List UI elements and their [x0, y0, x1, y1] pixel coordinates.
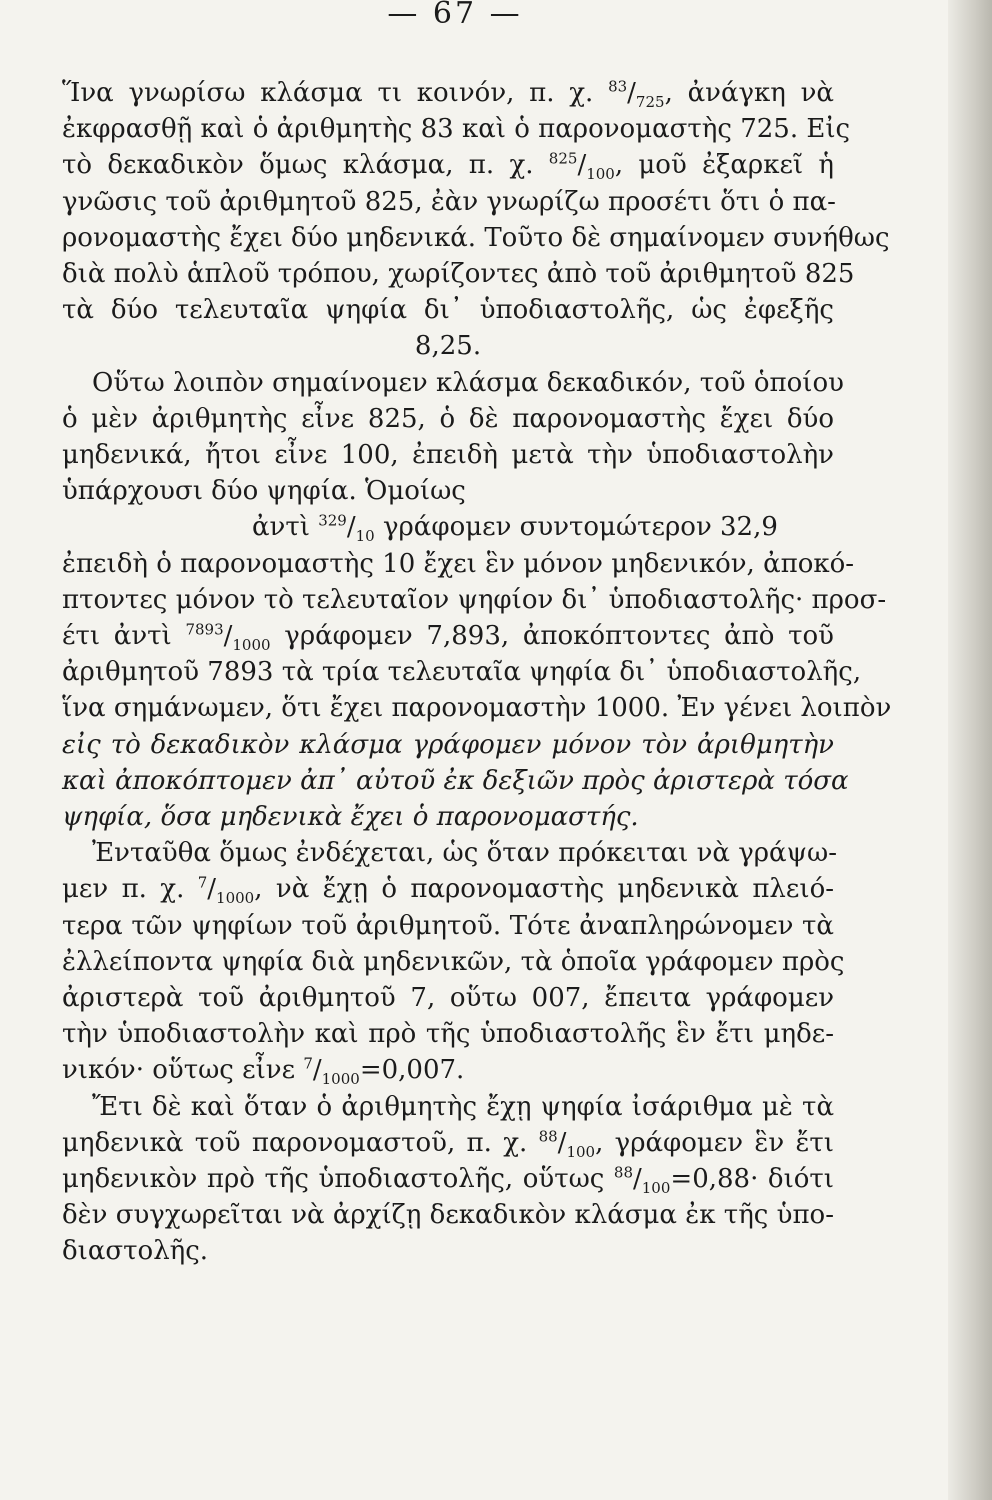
- fraction-numerator: 329: [318, 511, 347, 530]
- fraction-numerator: 83: [608, 77, 628, 96]
- fraction-numerator: 7: [197, 873, 208, 892]
- text-run: /: [577, 150, 587, 181]
- text-line: [62, 293, 834, 327]
- fraction-denominator: 100: [566, 1142, 596, 1161]
- text-run: νικόν· οὕτως εἶνε: [62, 1055, 304, 1086]
- text-run: δὲν συγχωρεῖται νὰ ἀρχίζῃ δεκαδικὸν κλάσμα ἐκ τῆς ὑπο-: [62, 1200, 834, 1231]
- fraction-denominator: 725: [635, 93, 665, 112]
- text-line: [62, 981, 834, 1015]
- text-line: [62, 619, 834, 653]
- text-run: ἐπειδὴ ὁ παρονομαστὴς 10 ἔχει ἓν μόνον μηδενικόν, ἀποκό-: [62, 548, 855, 579]
- text-run: τερα τῶν ψηφίων τοῦ ἀριθμητοῦ. Τότε ἀναπληρώνομεν τὰ: [62, 910, 834, 941]
- text-run: 8,25.: [414, 331, 482, 362]
- text-run: , ἀνάγκη νὰ: [664, 78, 834, 108]
- text-run: γνῶσις τοῦ ἀριθμητοῦ 825, ἐὰν γνωρίζω προσέτι ὅτι ὁ πα-: [62, 186, 836, 217]
- text-line: [62, 329, 834, 363]
- text-run: Ἔτι δὲ καὶ ὅταν ὁ ἀριθμητὴς ἔχῃ ψηφία ἰσάριθμα μὲ τὰ: [92, 1091, 834, 1122]
- fraction-numerator: 88: [538, 1127, 558, 1146]
- italic-text: καὶ ἀποκόπτομεν ἀπ᾽ αὐτοῦ ἐκ δεξιῶν πρὸς ἀριστερὰ τόσα: [62, 765, 849, 796]
- text-run: ἵνα σημάνωμεν, ὅτι ἔχει παρονομαστὴν 1000. Ἐν γένει λοιπὸν: [62, 693, 892, 724]
- text-run: Οὕτω λοιπὸν σημαίνομεν κλάσμα δεκαδικόν, τοῦ ὁποίου: [92, 367, 844, 398]
- text-run: έτι ἀντὶ: [62, 621, 186, 651]
- text-line: [62, 583, 887, 617]
- text-line: [62, 1126, 834, 1160]
- text-run: τὰ δύο τελευταῖα ψηφία δι᾽ ὑποδιαστολῆς, ὡς ἐφεξῆς: [62, 295, 834, 326]
- text-run: , γράφομεν ἓν ἔτι: [595, 1127, 835, 1158]
- text-line: [62, 764, 849, 798]
- text-run: , μοῦ ἐξαρκεῖ ἡ: [614, 150, 834, 181]
- text-run: Ἵνα γνωρίσω κλάσμα τι κοινόν, π. χ.: [62, 78, 609, 108]
- text-run: διαστολῆς.: [62, 1236, 209, 1267]
- text-line: [62, 1234, 834, 1268]
- text-line: [62, 547, 855, 581]
- text-run: μηδενικά, ἤτοι εἶνε 100, ἐπειδὴ μετὰ τὴν ὑποδιαστολὴν: [62, 440, 834, 470]
- book-page: [62, 0, 892, 1500]
- fraction-numerator: 825: [548, 149, 578, 168]
- text-run: /: [557, 1127, 567, 1158]
- text-run: διὰ πολὺ ἁπλοῦ τρόπου, χωρίζοντες ἀπὸ τοῦ ἀριθμητοῦ 825: [62, 259, 855, 289]
- text-run: ἐκφρασθῇ καὶ ὁ ἀριθμητὴς 83 καὶ ὁ παρονομαστὴς 725. Εἰς: [62, 114, 851, 145]
- text-line: [62, 872, 834, 906]
- text-line: [62, 1053, 834, 1087]
- text-run: /: [223, 621, 233, 651]
- text-line: [62, 1162, 834, 1196]
- italic-text: εἰς τὸ δεκαδικὸν κλάσμα γράφομεν μόνον τὸν ἀριθμητὴν: [62, 729, 834, 760]
- text-run: μηδενικὸν πρὸ τῆς ὑποδιαστολῆς, οὕτως: [62, 1164, 614, 1194]
- page-number: — 67 —: [387, 0, 523, 31]
- text-run: μεν π. χ.: [62, 874, 198, 905]
- italic-text: ψηφία, ὅσα μηδενικὰ ἔχει ὁ παρονομαστής.: [62, 802, 639, 832]
- text-line: [62, 691, 892, 725]
- fraction-denominator: 1000: [232, 636, 271, 655]
- text-run: ἀριστερὰ τοῦ ἀριθμητοῦ 7, οὕτω 007, ἔπειτα γράφομεν: [62, 983, 834, 1013]
- text-run: ὁ μὲν ἀριθμητὴς εἶνε 825, ὁ δὲ παρονομαστὴς ἔχει δύο: [62, 403, 834, 434]
- text-run: γράφομεν 7,893, ἀποκόπτοντες ἀπὸ τοῦ: [270, 621, 834, 651]
- text-line: [92, 836, 837, 870]
- text-run: =0,007.: [359, 1055, 465, 1086]
- fraction-numerator: 7: [303, 1054, 313, 1073]
- text-line: [62, 148, 834, 182]
- text-line: [62, 402, 834, 436]
- text-line: [62, 221, 890, 255]
- text-run: ρονομαστὴς ἔχει δύο μηδενικά. Τοῦτο δὲ σημαίνομεν συνήθως: [62, 222, 890, 253]
- text-line: [62, 257, 855, 291]
- text-line: [62, 438, 834, 472]
- text-run: , νὰ ἔχῃ ὁ παρονομαστὴς μηδενικὰ πλειό-: [254, 874, 835, 905]
- text-line: [92, 1090, 834, 1124]
- text-line: [92, 366, 844, 400]
- text-run: ὑπάρχουσι δύο ψηφία. Ὁμοίως: [62, 476, 466, 507]
- fraction-numerator: 7893: [185, 620, 224, 639]
- text-run: =0,88· διότι: [670, 1164, 834, 1194]
- text-line: [62, 185, 834, 219]
- text-run: μηδενικὰ τοῦ παρονομαστοῦ, π. χ.: [62, 1127, 539, 1158]
- text-line: [62, 1017, 834, 1051]
- text-line: [62, 655, 862, 689]
- text-run: πτοντες μόνον τὸ τελευταῖον ψηφίον δι᾽ ὑποδιαστολῆς· προσ-: [62, 584, 887, 615]
- text-line: [62, 474, 834, 508]
- text-line: [252, 510, 834, 544]
- text-run: γράφομεν συντομώτερον 32,9: [374, 512, 778, 543]
- text-run: ἐλλείποντα ψηφία διὰ μηδενικῶν, τὰ ὁποῖα γράφομεν πρὸς: [62, 946, 845, 977]
- text-run: ἀριθμητοῦ 7893 τὰ τρία τελευταῖα ψηφία δι᾽ ὑποδιαστολῆς,: [62, 657, 862, 688]
- text-line: [62, 909, 834, 943]
- fraction-denominator: 1000: [216, 889, 255, 908]
- text-line: [62, 945, 845, 979]
- text-run: /: [312, 1055, 322, 1086]
- text-line: [62, 1198, 834, 1232]
- fraction-numerator: 88: [613, 1163, 633, 1182]
- fraction-denominator: 100: [586, 165, 615, 184]
- page-edge-shadow: [948, 0, 992, 1500]
- text-run: τὸ δεκαδικὸν ὅμως κλάσμα, π. χ.: [62, 150, 549, 181]
- text-line: [62, 800, 834, 834]
- text-run: ἀντὶ: [252, 512, 319, 543]
- text-line: [62, 76, 834, 110]
- text-run: τὴν ὑποδιαστολὴν καὶ πρὸ τῆς ὑποδιαστολῆς ἓν ἔτι μηδε-: [62, 1019, 834, 1050]
- text-run: /: [633, 1164, 642, 1194]
- fraction-denominator: 10: [355, 527, 375, 546]
- text-run: /: [346, 512, 356, 543]
- text-line: [62, 112, 851, 146]
- text-run: Ἐνταῦθα ὅμως ἐνδέχεται, ὡς ὅταν πρόκειται νὰ γράψω-: [92, 838, 837, 869]
- fraction-denominator: 100: [641, 1179, 671, 1198]
- text-run: /: [207, 874, 217, 905]
- text-run: /: [627, 78, 636, 108]
- fraction-denominator: 1000: [321, 1070, 360, 1089]
- text-line: [62, 728, 834, 762]
